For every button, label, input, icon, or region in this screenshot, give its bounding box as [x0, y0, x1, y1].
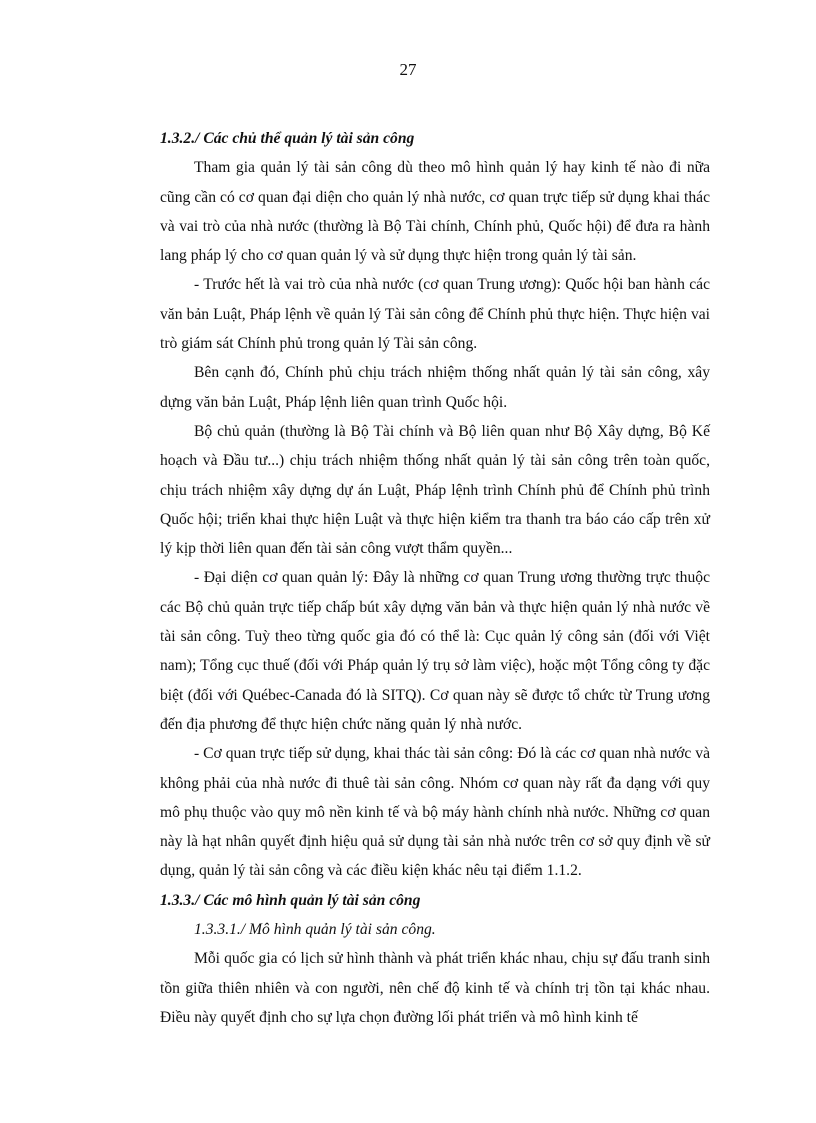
- section-heading-1-3-2: 1.3.2./ Các chủ thể quản lý tài sản công: [160, 130, 415, 147]
- document-body: [160, 124, 710, 1032]
- paragraph: Bộ chủ quản (thường là Bộ Tài chính và Bộ liên quan như Bộ Xây dựng, Bộ Kế hoạch và Đầu tư...) chịu trách nhiệm thống nhất quản lý tài sản công trên toàn quốc, chịu trách nhiệm xây dựng dự án Luật, Pháp lệnh trình Chính phủ để Chính phủ trình Quốc hội; triển khai thực hiện Luật và thực hiện kiểm tra thanh tra báo cáo cấp trên xử lý kịp thời liên quan đến tài sản công vượt thẩm quyền...: [160, 422, 710, 558]
- subsection-heading-1-3-3-1: 1.3.3.1./ Mô hình quản lý tài sản công.: [194, 921, 436, 939]
- paragraph: - Đại diện cơ quan quản lý: Đây là những cơ quan Trung ương thường trực thuộc các Bộ chủ quản trực tiếp chấp bút xây dựng văn bản và thực hiện quản lý nhà nước về tài sản công. Tuỳ theo từng quốc gia đó có thể là: Cục quản lý công sản (đối với Việt nam); Tổng cục thuế (đối với Pháp quản lý trụ sở làm việc), hoặc một Tổng công ty đặc biệt (đối với Québec-Canada đó là SITQ). Cơ quan này sẽ được tổ chức từ Trung ương đến địa phương để thực hiện chức năng quản lý nhà nước.: [160, 569, 710, 733]
- paragraph: Tham gia quản lý tài sản công dù theo mô hình quản lý hay kinh tế nào đi nữa cũng cần có cơ quan đại diện cho quản lý nhà nước, cơ quan trực tiếp sử dụng khai thác và vai trò của nhà nước (thường là Bộ Tài chính, Chính phủ, Quốc hội) để đưa ra hành lang pháp lý cho cơ quan quản lý và sử dụng thực hiện trong quản lý tài sản.: [160, 159, 710, 265]
- paragraph: - Trước hết là vai trò của nhà nước (cơ quan Trung ương): Quốc hội ban hành các văn bản Luật, Pháp lệnh về quản lý Tài sản công để Chính phủ thực hiện. Thực hiện vai trò giám sát Chính phủ trong quản lý Tài sản công.: [160, 276, 710, 353]
- paragraph: Mỗi quốc gia có lịch sử hình thành và phát triển khác nhau, chịu sự đấu tranh sinh tồn giữa thiên nhiên và con người, nên chế độ kinh tế và chính trị tồn tại khác nhau. Điều này quyết định cho sự lựa chọn đường lối phát triển và mô hình kinh tế: [160, 950, 710, 1026]
- page-number: 27: [399, 60, 417, 79]
- paragraph: Bên cạnh đó, Chính phủ chịu trách nhiệm thống nhất quản lý tài sản công, xây dựng văn bản Luật, Pháp lệnh liên quan trình Quốc hội.: [160, 364, 710, 411]
- paragraph: - Cơ quan trực tiếp sử dụng, khai thác tài sản công: Đó là các cơ quan nhà nước và không phải của nhà nước đi thuê tài sản công. Nhóm cơ quan này rất đa dạng với quy mô phụ thuộc vào quy mô nền kinh tế và bộ máy hành chính nhà nước. Những cơ quan này là hạt nhân quyết định hiệu quả sử dụng tài sản nhà nước trên cơ sở quy định về sử dụng, quản lý tài sản công và các điều kiện khác nêu tại điểm 1.1.2.: [160, 745, 710, 880]
- section-heading-1-3-3: 1.3.3./ Các mô hình quản lý tài sản công: [160, 891, 421, 909]
